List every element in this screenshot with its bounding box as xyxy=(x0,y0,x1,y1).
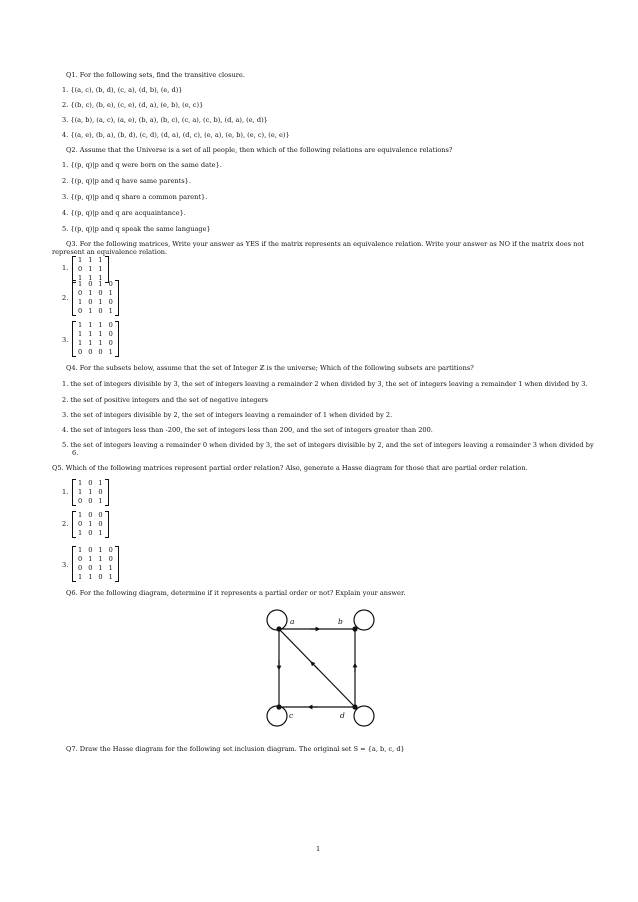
q4-item-5: 5. the set of integers leaving a remainder 0 when divided by 3, the set of integers divisible by 2, and the set of integers leaving a remainder 3 when divided by 6. xyxy=(62,441,594,457)
q3-matrix-2-label: 2. xyxy=(62,294,69,302)
node-a xyxy=(276,626,281,631)
q5-matrix-1: 1 0 1 1 1 0 0 0 1 xyxy=(75,479,106,506)
node-c xyxy=(276,704,281,709)
q5-title: Q5. Which of the following matrices represent partial order relation? Also, generate a Hasse diagram for those that are partial order relation. xyxy=(52,464,528,472)
q3-matrix-1-label: 1. xyxy=(62,264,69,272)
q2-item-5: 5. {(p, q)|p and q speak the same language} xyxy=(62,225,211,233)
loop-a xyxy=(267,610,287,630)
q4-item-3: 3. the set of integers divisible by 2, the set of integers leaving a remainder of 1 when divided by 2. xyxy=(62,411,393,419)
q3-matrix-3: 1 1 1 0 1 1 1 0 1 1 1 0 0 0 0 1 xyxy=(75,321,116,357)
q3-title: Q3. For the following matrices, Write your answer as YES if the matrix represents an equivalence relation. Write your answer as NO if the matrix does not represent an equivalence relation. xyxy=(52,240,584,256)
loop-c xyxy=(267,706,287,726)
q5-matrix-1-label: 1. xyxy=(62,488,69,496)
q1-item-1: 1. {(a, c), (b, d), (c, a), (d, b), (e, d)} xyxy=(62,86,183,94)
node-label-c: c xyxy=(289,711,294,720)
q2-item-2: 2. {(p, q)|p and q have same parents}. xyxy=(62,177,191,185)
q2-title: Q2. Assume that the Universe is a set of all people, then which of the following relations are equivalence relations? xyxy=(66,146,453,154)
q3-matrix-2: 1 0 1 0 0 1 0 1 1 0 1 0 0 1 0 1 xyxy=(75,280,116,316)
q4-title: Q4. For the subsets below, assume that the set of Integer ℤ is the universe; Which of the following subsets are partitions? xyxy=(66,364,474,372)
q2-item-1: 1. {(p, q)|p and q were born on the same date}. xyxy=(62,161,222,169)
q5-matrix-3: 1 0 1 0 0 1 1 0 0 0 1 1 1 1 0 1 xyxy=(75,546,116,582)
q4-item-2: 2. the set of positive integers and the set of negative integers xyxy=(62,396,268,404)
q1-item-4: 4. {(a, e), (b, a), (b, d), (c, d), (d, a), (d, c), (e, a), (e, b), (e, c), (e, e)} xyxy=(62,131,290,139)
q7-title: Q7. Draw the Hasse diagram for the following set inclusion diagram. The original set S = {a, b, c, d} xyxy=(66,745,405,753)
edge-a-d xyxy=(279,629,355,707)
q4-item-4: 4. the set of integers less than -200, the set of integers less than 200, and the set of integers greater than 200. xyxy=(62,426,433,434)
q2-item-3: 3. {(p, q)|p and q share a common parent}. xyxy=(62,193,208,201)
loop-d xyxy=(354,706,374,726)
q3-matrix-3-label: 3. xyxy=(62,336,69,344)
q1-title: Q1. For the following sets, find the transitive closure. xyxy=(66,71,245,79)
q1-item-2: 2. {(b, c), (b, e), (c, e), (d, a), (e, b), (e, c)} xyxy=(62,101,204,109)
node-label-b: b xyxy=(338,617,343,626)
q4-item-1: 1. the set of integers divisible by 3, the set of integers leaving a remainder 2 when divided by 3, the set of integers leaving a remainder 1 when divided by 3. xyxy=(62,380,588,388)
q3-matrix-1: 1 1 1 0 1 1 1 1 1 xyxy=(75,256,106,283)
node-label-a: a xyxy=(290,617,295,626)
q2-item-4: 4. {(p, q)|p and q are acquaintance}. xyxy=(62,209,186,217)
q1-item-3: 3. {(a, b), (a, c), (a, e), (b, a), (b, c), (c, a), (c, b), (d, a), (e, d)} xyxy=(62,116,268,124)
node-b xyxy=(352,626,357,631)
node-d xyxy=(352,704,357,709)
q5-matrix-2-label: 2. xyxy=(62,520,69,528)
q5-matrix-2: 1 0 0 0 1 0 1 0 1 xyxy=(75,511,106,538)
node-label-d: d xyxy=(340,711,345,720)
q5-matrix-3-label: 3. xyxy=(62,561,69,569)
loop-b xyxy=(354,610,374,630)
q6-title: Q6. For the following diagram, determine if it represents a partial order or not? Explain your answer. xyxy=(66,589,406,597)
page-number: 1 xyxy=(316,845,321,853)
